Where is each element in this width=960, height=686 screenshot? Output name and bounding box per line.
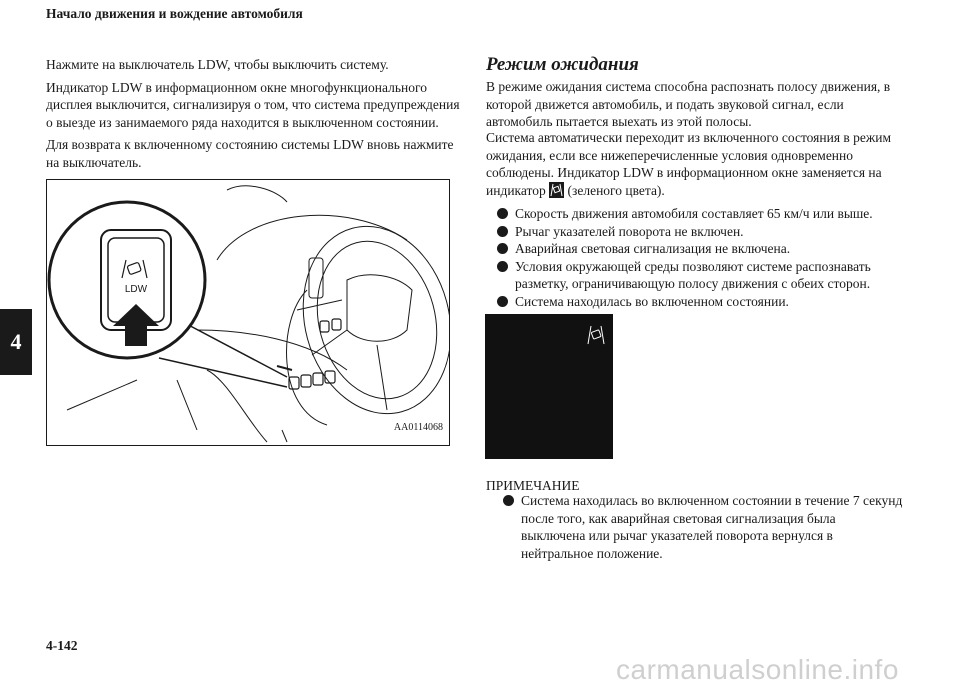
standby-conditions-intro [486,129,906,199]
right-paragraph-2 [486,129,906,199]
left-paragraph-2: Индикатор LDW в информационном окне многофункционального дисплея выключится, сигнализируя о том, что система предупреждения о выезде из занимаемого ряда находится в выключенном состоянии. [46,79,460,130]
note-list [503,492,903,562]
conditions-list [497,205,917,310]
list-item: Условия окружающей среды позволяют системе распознавать разметку, ограничивающую полосу движения с обеих сторон. [497,258,917,293]
watermark: carmanualsonline.info [616,654,899,685]
page-header: Начало движения и вождение автомобиля [46,6,303,21]
list-item: Скорость движения автомобиля составляет 65 км/ч или выше. [497,205,917,223]
figure-code: AA0114068 [393,422,443,433]
right-paragraph-1 [486,78,906,131]
intro-text-after: (зеленого цвета). [567,182,665,198]
info-display-image [485,314,613,459]
chapter-tab: 4 [0,309,32,375]
ldw-switch-label: LDW [124,284,148,295]
lane-departure-standby-icon [549,182,564,198]
list-item: Рычаг указателей поворота не включен. [497,223,917,241]
left-paragraph-1: Нажмите на выключатель LDW, чтобы выключить систему. [46,57,389,72]
ldw-switch-figure [46,179,450,446]
lane-departure-standby-icon [485,314,613,459]
standby-description: В режиме ожидания система способна распознать полосу движения, в которой движется автомобиль, и подать звуковой сигнал, если автомобиль пытается выехать из этой полосы. [486,79,891,129]
list-item: Аварийная световая сигнализация не включена. [497,240,917,258]
dashboard-illustration [47,180,449,445]
section-title: Режим ожидания [486,54,639,75]
left-paragraph-3: Для возврата к включенному состоянию системы LDW вновь нажмите на выключатель. [46,137,454,170]
note-title: ПРИМЕЧАНИЕ [486,478,580,493]
page-number: 4-142 [46,638,78,653]
intro-text: Система автоматически переходит из включенного состояния в режим ожидания, если все нижеперечисленные условия одновременно соблюдены. Индикатор LDW в информационном окне заменяется на индикатор [486,130,891,198]
list-item: Система находилась во включенном состоянии. [497,293,917,311]
list-item: Система находилась во включенном состоянии в течение 7 секунд после того, как аварийная световая сигнализация была выключена или рычаг указателей поворота вернулся в нейтральное положение. [503,492,903,562]
left-column [46,56,466,176]
